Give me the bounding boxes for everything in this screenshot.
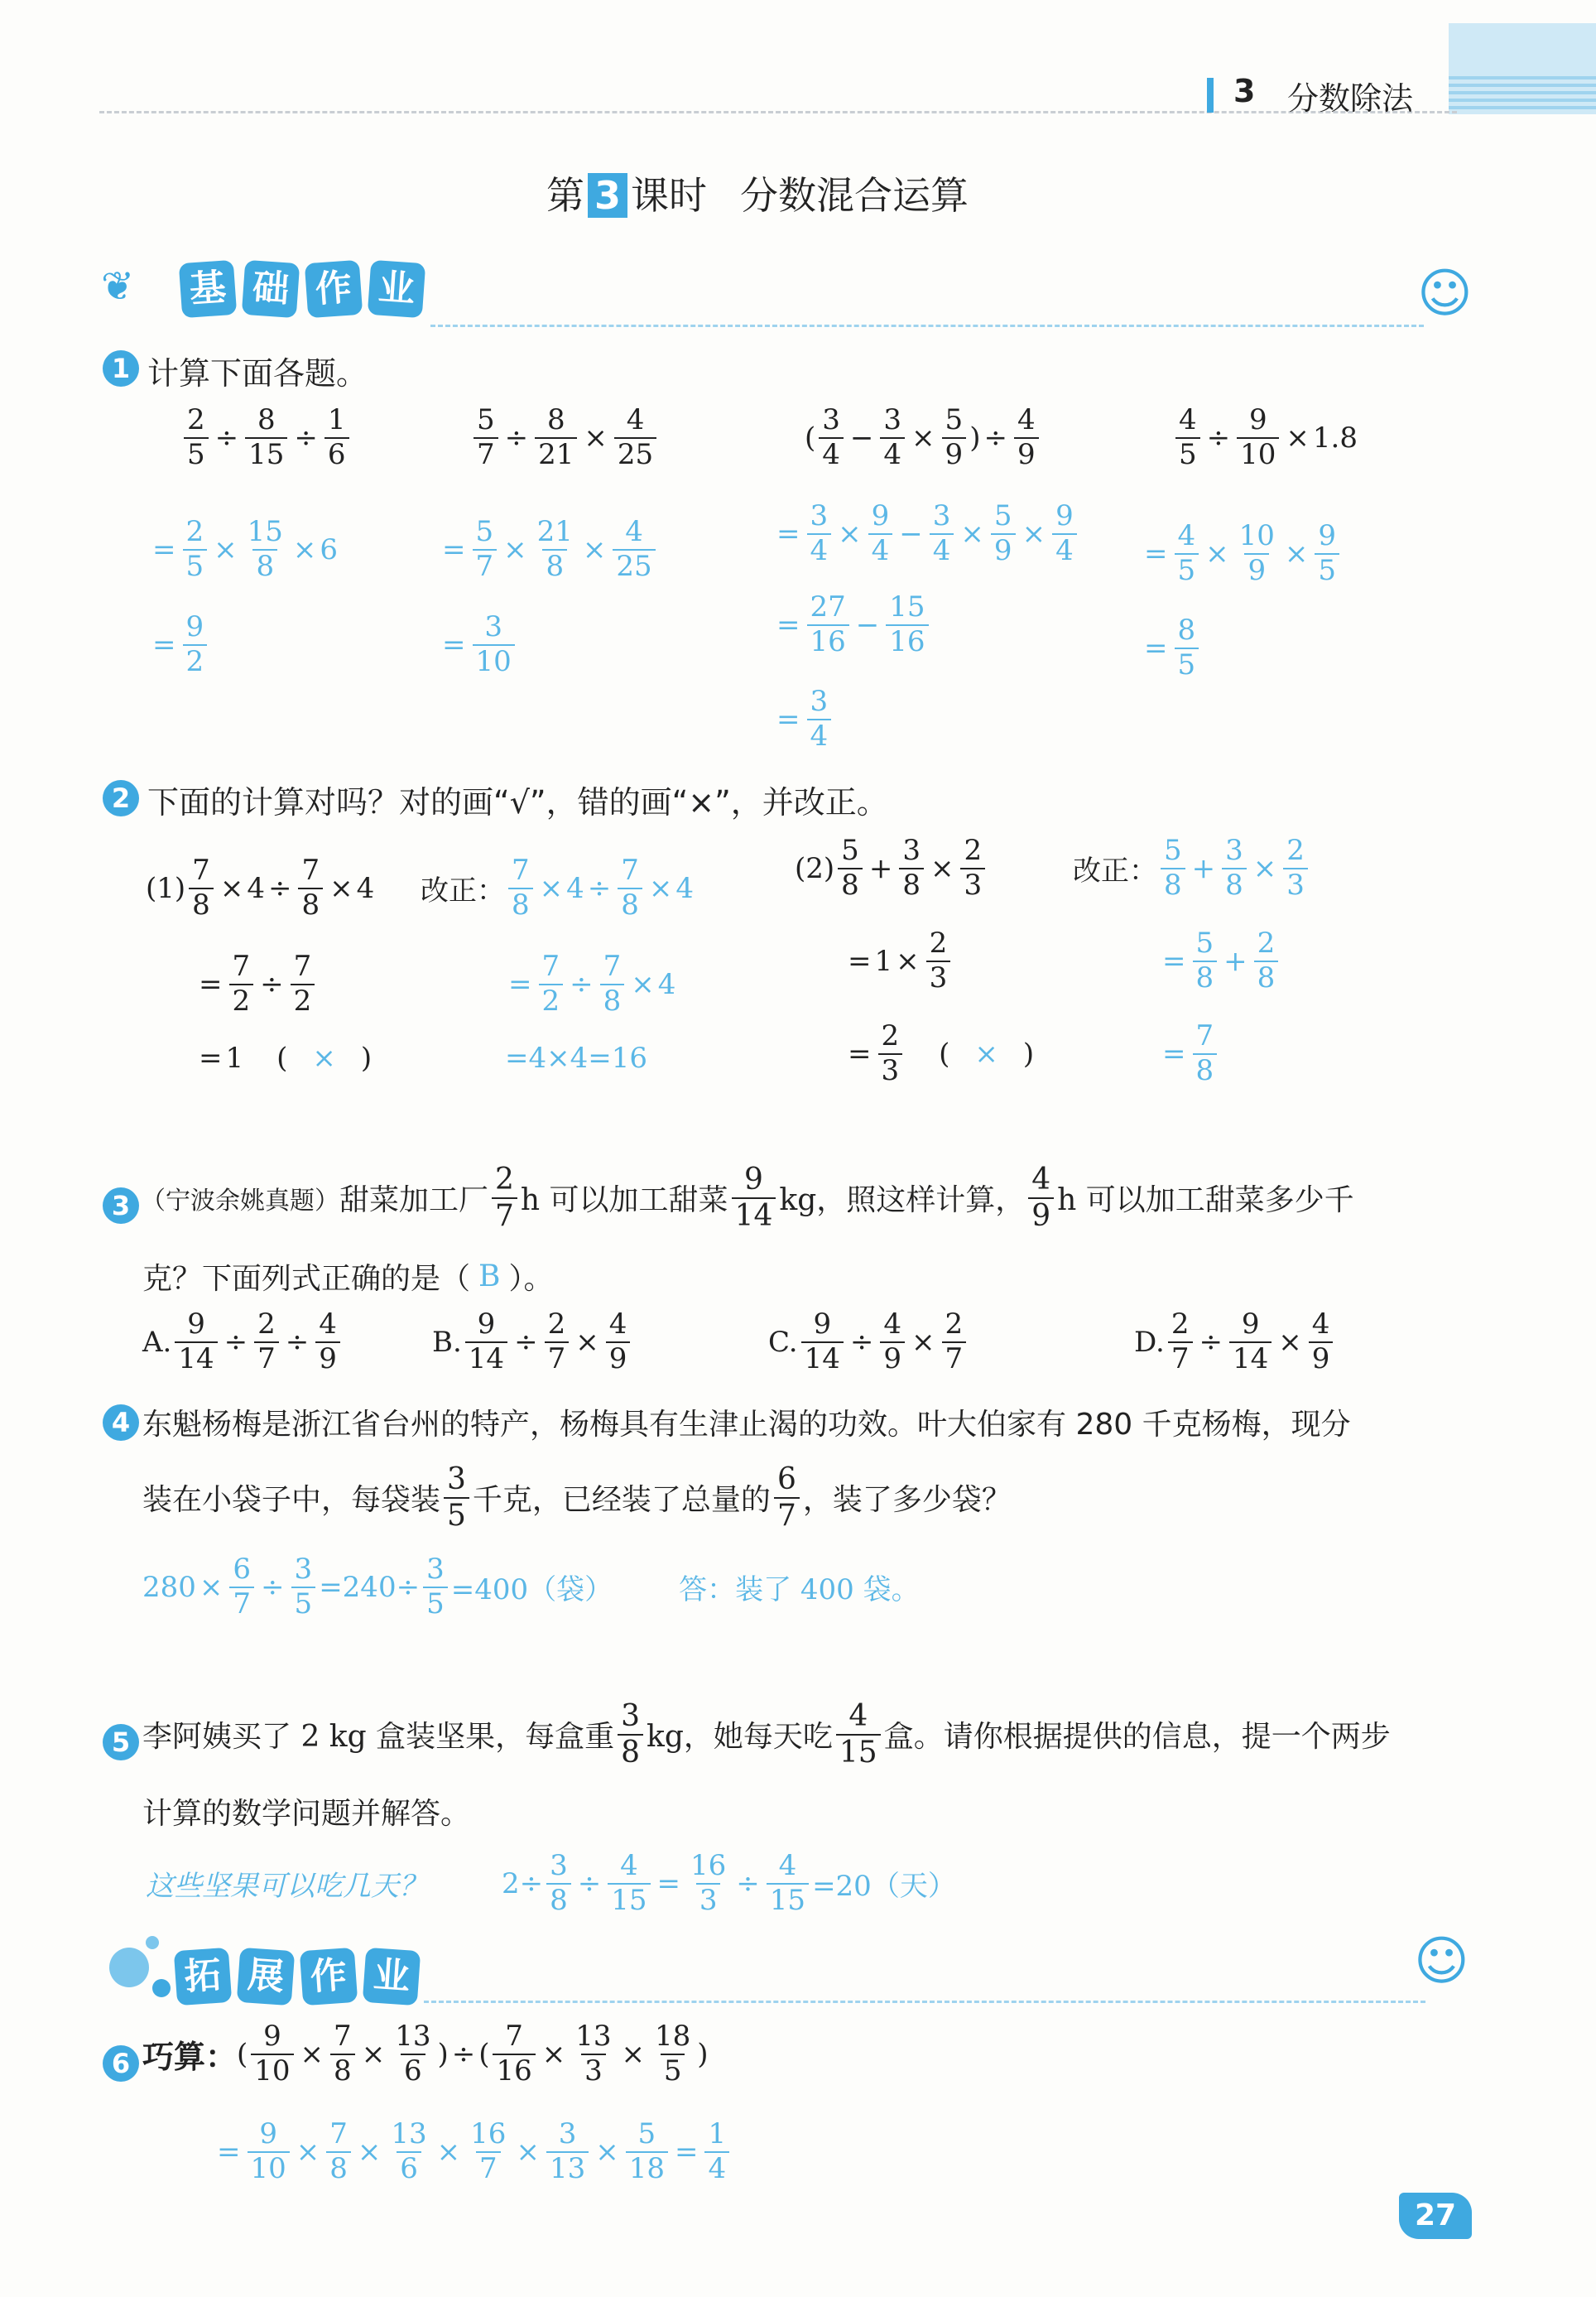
bubbles-icon: [98, 1931, 164, 1997]
q4-text-line2: 装在小袋子中，每袋装 $\frac{3}{5}$ 千克，已经装了总量的 $\frac{6}{7}$ ，装了多少袋？: [142, 1462, 1012, 1533]
banner-char: 展: [237, 1948, 295, 2006]
question-number: 3: [103, 1187, 139, 1224]
q6-answer: = $\frac{9}{10}$ × $\frac{7}{8}$ × $\frac{13}{6}$ × $\frac{16}{7}$ × $\frac{3}{13}$ × $\frac{5}{18}$ = $\frac{1}{4}$: [214, 2120, 733, 2184]
q2-a-expr: (1) $\frac{7}{8}$ × 4 ÷ $\frac{7}{8}$ × 4: [146, 854, 375, 922]
q4-text-line1: 东魁杨梅是浙江省台州的特产，杨梅具有生津止渴的功效。叶大伯家有 280 千克杨梅，现分: [142, 1408, 1351, 1442]
q3-text-line1: （宁波余姚真题） 甜菜加工厂 $\frac{2}{7}$ h 可以加工甜菜 $\frac{9}{14}$ kg，照这样计算， $\frac{4}{9}$ h 可以加工甜菜多少千: [141, 1163, 1354, 1233]
q3-text-line2: 克？下面列式正确的是（ B ）。: [142, 1259, 554, 1296]
q1-p3-step2: = $\frac{27}{16}$ − $\frac{15}{16}$: [773, 593, 932, 657]
q1-p4-expr: $\frac{4}{5}$ ÷ $\frac{9}{10}$ × 1.8: [1172, 406, 1358, 470]
q2-b-expr: (2) $\frac{5}{8}$ + $\frac{3}{8}$ × $\frac{2}{3}$: [795, 836, 988, 900]
header-divider: [99, 111, 1457, 113]
basic-homework-banner: [180, 262, 424, 316]
q1-p4-result: = $\frac{8}{5}$: [1141, 616, 1202, 680]
q1-p3-step1: = $\frac{3}{4}$ × $\frac{9}{4}$ − $\frac{3}{4}$ × $\frac{5}{9}$ × $\frac{9}{4}$: [773, 502, 1080, 566]
q4-reply: 答：装了 400 袋。: [679, 1573, 920, 1607]
q2-a-fix-expr: 改正： $\frac{7}{8}$ × 4 ÷ $\frac{7}{8}$ × 4: [421, 854, 695, 922]
lesson-suffix: 课时: [631, 173, 708, 218]
banner-char: 业: [363, 1948, 421, 2006]
q2-a-mark: ×: [312, 1042, 336, 1075]
q2-b-fix-step1: = $\frac{5}{8}$ + $\frac{2}{8}$: [1159, 929, 1281, 993]
q4-answer-expr: 280 × $\frac{6}{7}$ ÷ $\frac{3}{5}$ =240÷ $\frac{3}{5}$ =400（袋） 答：装了 400 袋。: [142, 1553, 920, 1620]
banner-char: 基: [179, 260, 237, 318]
q2-b-step1: = 1 × $\frac{2}{3}$: [844, 929, 954, 993]
question-number: 6: [103, 2045, 139, 2082]
q1-p1-step1: = $\frac{2}{5}$ × $\frac{15}{8}$ × 6: [152, 515, 339, 583]
extend-homework-banner: [175, 1949, 419, 2004]
q2-b-fix-step2: = $\frac{7}{8}$: [1159, 1022, 1220, 1086]
q2-a-step2: = 1 ( × ): [199, 1042, 373, 1075]
q3-option-b: B. $\frac{9}{14}$ ÷ $\frac{2}{7}$ × $\frac{4}{9}$: [432, 1310, 633, 1374]
running-kid-icon: ☺: [1417, 263, 1473, 325]
q3-option-c: C. $\frac{9}{14}$ ÷ $\frac{4}{9}$ × $\frac{2}{7}$: [768, 1310, 969, 1374]
lesson-prefix: 第: [546, 173, 584, 218]
q1-p3-result: = $\frac{3}{4}$: [773, 687, 834, 751]
banner-char: 作: [305, 260, 363, 318]
question-number: 5: [103, 1724, 139, 1760]
lesson-title: [546, 166, 969, 220]
section-divider: [430, 325, 1424, 327]
q1-p1-expr: $\frac{2}{5}$ ÷ $\frac{8}{15}$ ÷ $\frac{1}{6}$: [180, 406, 353, 470]
q6-expr: 巧算： ( $\frac{9}{10}$ × $\frac{7}{8}$ × $\frac{13}{6}$ ) ÷ ( $\frac{7}{16}$ × $\frac{13}{3}$ × $\frac{18}{5}$ ): [142, 2020, 709, 2088]
q1-p2-result: = $\frac{3}{10}$: [439, 613, 518, 677]
q1-p1-result: = $\frac{9}{2}$: [149, 613, 210, 677]
section-divider: [424, 2001, 1425, 2003]
q1-p2-expr: $\frac{5}{7}$ ÷ $\frac{8}{21}$ × $\frac{4}{25}$: [470, 406, 660, 470]
q5-answer: 这些坚果可以吃几天？ 2÷ $\frac{3}{8}$ ÷ $\frac{4}{15}$ = $\frac{16}{3}$ ÷ $\frac{4}{15}$ =20（天）: [146, 1849, 956, 1917]
q3-option-d: D. $\frac{2}{7}$ ÷ $\frac{9}{14}$ × $\frac{4}{9}$: [1134, 1310, 1336, 1374]
question-number: 2: [103, 780, 139, 816]
question-text: 计算下面各题。: [147, 355, 368, 392]
q1-p3-expr: ( $\frac{3}{4}$ − $\frac{3}{4}$ × $\frac{5}{9}$ ) ÷ $\frac{4}{9}$: [805, 406, 1042, 470]
q5-question: 这些坚果可以吃几天？: [146, 1870, 427, 1904]
question-text: 下面的计算对吗？对的画“√”，错的画“×”，并改正。: [147, 784, 888, 821]
q1-p2-step1: = $\frac{5}{7}$ × $\frac{21}{8}$ × $\frac{4}{25}$: [439, 518, 659, 581]
q2-a-fix-step1: = $\frac{7}{2}$ ÷ $\frac{7}{8}$ × 4: [508, 950, 676, 1018]
q3-answer: B: [478, 1259, 501, 1293]
sprout-icon: ❦: [101, 263, 135, 310]
question-number: 4: [103, 1404, 139, 1441]
question-number: 1: [103, 350, 139, 387]
lesson-number: 3: [588, 173, 627, 218]
chapter-number: 3: [1233, 73, 1256, 109]
q1-p4-step1: = $\frac{4}{5}$ × $\frac{10}{9}$ × $\frac{9}{5}$: [1141, 522, 1343, 585]
q3-option-a: A. $\frac{9}{14}$ ÷ $\frac{2}{7}$ ÷ $\frac{4}{9}$: [142, 1310, 344, 1374]
header-accent-bar: [1207, 78, 1214, 113]
q2-a-step1: = $\frac{7}{2}$ ÷ $\frac{7}{2}$: [195, 952, 318, 1016]
kid-icon: ☺: [1414, 1931, 1469, 1992]
chapter-title: 分数除法: [1287, 80, 1414, 117]
q2-b-fix-expr: 改正： $\frac{5}{8}$ + $\frac{3}{8}$ × $\frac{2}{3}$: [1073, 836, 1311, 900]
banner-char: 业: [368, 260, 425, 318]
q5-text-line1: 李阿姨买了 2 kg 盒装坚果，每盒重 $\frac{3}{8}$ kg，她每天吃 $\frac{4}{15}$ 盒。请你根据提供的信息，提一个两步: [142, 1699, 1391, 1770]
banner-char: 础: [242, 260, 300, 318]
q2-b-mark: ×: [974, 1037, 998, 1071]
q5-text-line2: 计算的数学问题并解答。: [142, 1797, 471, 1831]
header-decor-stripes: [1449, 76, 1596, 109]
q2-a-fix-step2: =4×4=16: [505, 1042, 647, 1075]
banner-char: 作: [300, 1948, 358, 2006]
banner-char: 拓: [174, 1948, 232, 2006]
q2-b-step2: = $\frac{2}{3}$ ( × ): [848, 1019, 1035, 1087]
page-number: 27: [1399, 2193, 1472, 2239]
lesson-name: 分数混合运算: [740, 173, 969, 218]
